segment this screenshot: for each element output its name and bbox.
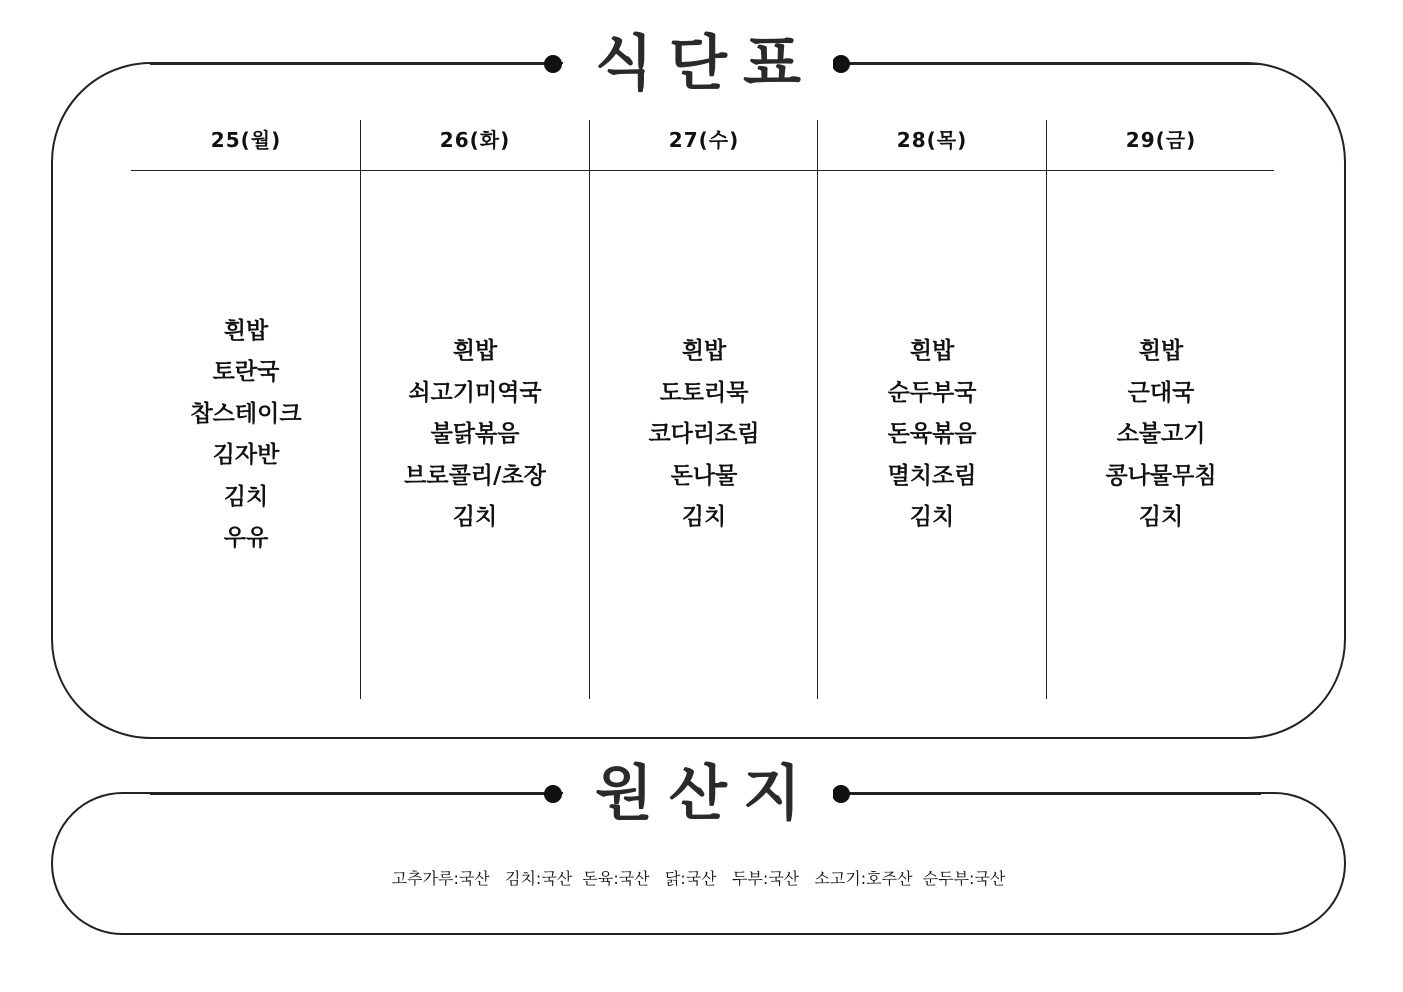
menu-title: 식단표 [563,24,833,104]
dish-item: 김치 [452,504,498,531]
title-dot-right [832,785,850,803]
day-column-wed [590,120,818,699]
dish-item: 도토리묵 [659,379,749,406]
day-column-thu [818,120,1046,699]
day-column-tue [361,120,589,699]
dish-item: 코다리조림 [648,421,760,448]
day-header: 25(월) [210,128,282,152]
dish-item: 김치 [681,504,727,531]
title-line-left [150,63,553,65]
origin-info: 고추가루:국산 김치:국산 돈육:국산 닭:국산 두부:국산 소고기:호주산 순두부:국산 [391,869,1006,888]
day-column-mon [132,120,360,699]
title-dot-right [832,55,850,73]
dish-list [132,171,360,699]
dish-item: 김치 [223,483,269,510]
origin-title: 원산지 [563,754,833,834]
origin-title-row [0,754,1403,834]
dish-list [818,171,1046,699]
dish-list [590,171,818,699]
dish-item: 돈육볶음 [887,421,977,448]
dish-item: 토란국 [212,359,280,385]
dish-item: 콩나물무침 [1105,462,1217,489]
dish-item: 돈나물 [670,462,738,489]
dish-item: 김자반 [212,442,280,468]
dish-item: 멸치조림 [887,462,977,489]
dish-item: 쇠고기미역국 [408,379,542,406]
menu-title-row [0,24,1403,104]
dish-item: 김치 [1138,504,1184,531]
dish-item: 불닭볶음 [430,421,520,448]
dish-item: 근대국 [1127,379,1195,406]
dish-list [1047,171,1275,699]
dish-item: 찹스테이크 [190,400,302,427]
day-header: 28(목) [896,128,968,152]
dish-list [361,171,589,699]
dish-item: 흰밥 [909,338,955,365]
day-header: 26(화) [439,128,511,152]
title-line-right [841,63,1261,65]
title-dot-left [544,55,562,73]
title-line-right [841,793,1261,795]
day-header: 29(금) [1125,128,1197,152]
dish-item: 소불고기 [1116,421,1206,448]
dish-item: 흰밥 [452,338,498,365]
dish-item: 흰밥 [681,338,727,365]
dish-item: 흰밥 [1138,338,1184,365]
title-line-left [150,793,553,795]
dish-item: 흰밥 [223,317,269,344]
day-column-fri [1047,120,1275,699]
dish-item: 순두부국 [887,379,977,406]
dish-item: 브로콜리/초장 [404,462,546,489]
dish-item: 김치 [909,504,955,531]
day-header: 27(수) [668,128,740,152]
title-dot-left [544,785,562,803]
dish-item: 우유 [223,525,269,551]
